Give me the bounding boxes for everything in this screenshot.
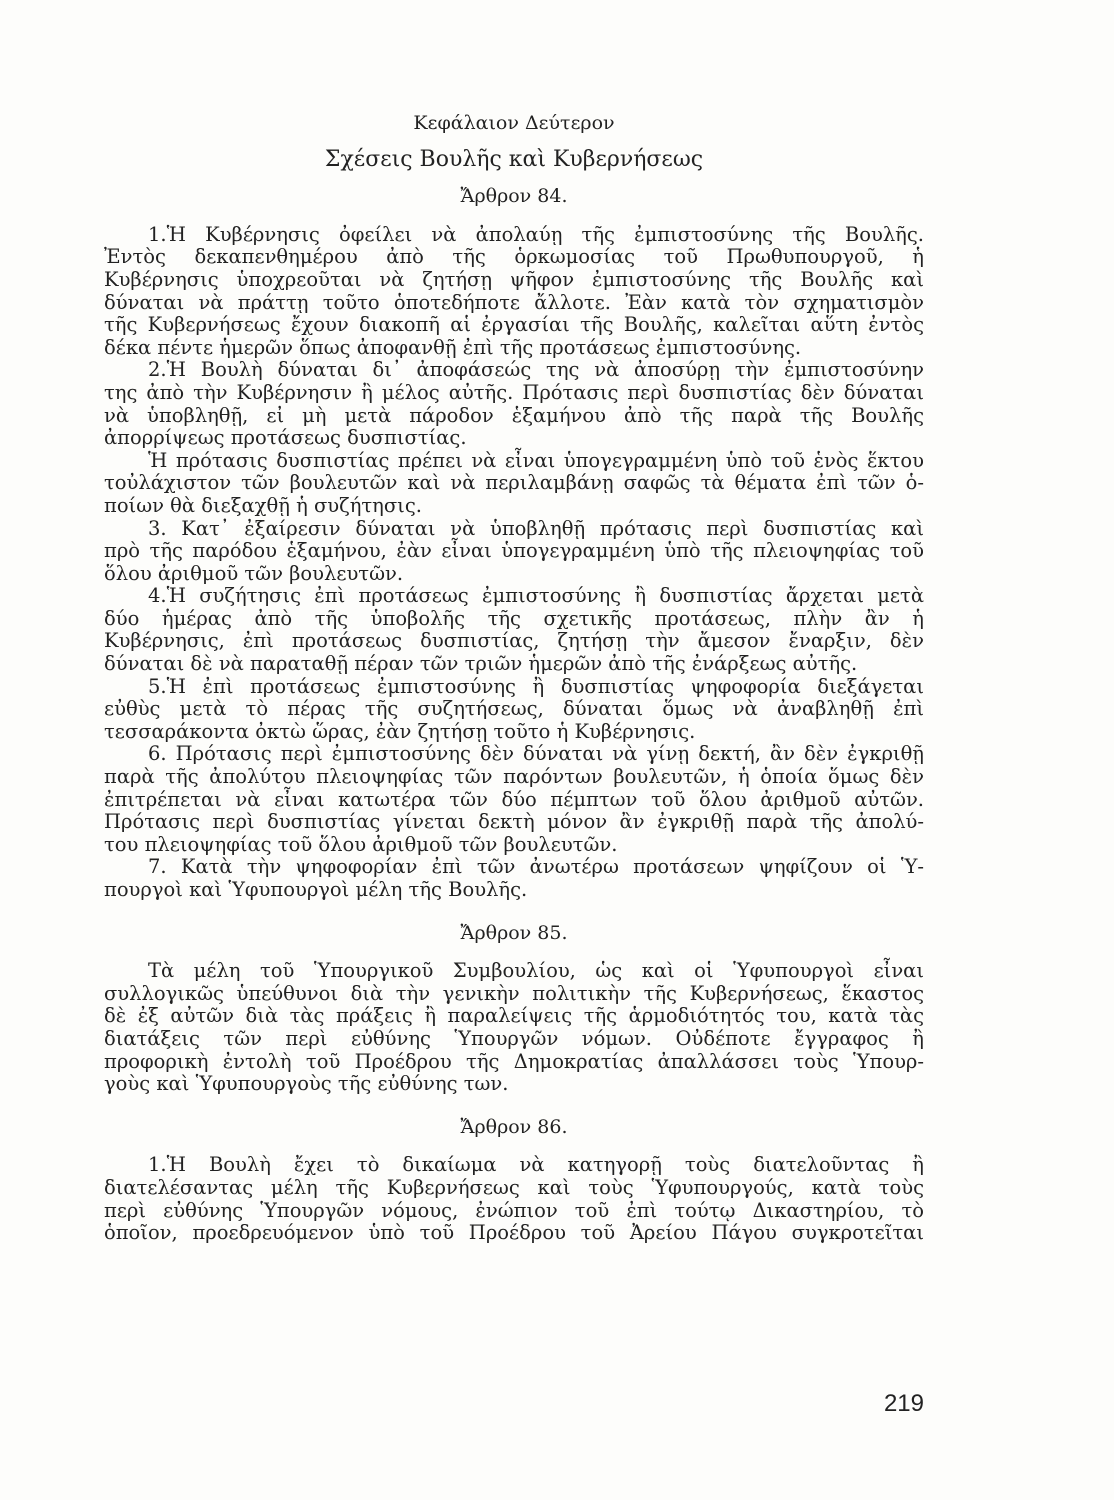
text-line: Πρότασις περὶ δυσπιστίας γίνεται δεκτὴ μόνον ἂν ἐγκριθῇ παρὰ τῆς ἀπολύ- xyxy=(104,810,924,834)
article-84-paragraph-2 xyxy=(104,359,924,449)
text-line: τεσσαράκοντα ὀκτὼ ὥρας, ἐὰν ζητήσῃ τοῦτο ἡ Κυβέρνησις. xyxy=(104,719,696,743)
article-86-paragraph-1 xyxy=(104,1154,924,1244)
text-line: προφορικὴ ἐντολὴ τοῦ Προέδρου τῆς Δημοκρατίας ἀπαλλάσσει τοὺς Ὑπουρ- xyxy=(104,1049,924,1073)
article-84-paragraph-6 xyxy=(104,743,924,856)
text-line: πρὸ τῆς παρόδου ἑξαμήνου, ἐὰν εἶναι ὑπογεγραμμένη ὑπὸ τῆς πλειοψηφίας τοῦ xyxy=(104,539,924,563)
text-line: Κυβέρνησις ὑποχρεοῦται νὰ ζητήσῃ ψῆφον ἐμπιστοσύνης τῆς Βουλῆς καὶ xyxy=(104,267,924,291)
page-number: 219 xyxy=(883,1390,924,1417)
text-line: της ἀπὸ τὴν Κυβέρνησιν ἢ μέλος αὐτῆς. Πρότασις περὶ δυσπιστίας δὲν δύναται xyxy=(104,380,924,404)
article-86-heading: Ἄρθρον 86. xyxy=(460,1115,568,1138)
text-line: ἐπιτρέπεται νὰ εἶναι κατωτέρα τῶν δύο πέμπτων τοῦ ὅλου ἀριθμοῦ αὐτῶν. xyxy=(104,787,924,811)
text-line: Τὰ μέλη τοῦ Ὑπουργικοῦ Συμβουλίου, ὡς καὶ οἱ Ὑφυπουργοὶ εἶναι xyxy=(148,959,924,983)
text-line: 6. Πρότασις περὶ ἐμπιστοσύνης δὲν δύναται νὰ γίνῃ δεκτή, ἂν δὲν ἐγκριθῇ xyxy=(148,742,924,766)
text-line: τῆς Κυβερνήσεως ἔχουν διακοπῆ αἱ ἐργασίαι τῆς Βουλῆς, καλεῖται αὕτη ἐντὸς xyxy=(104,313,924,337)
article-84-heading: Ἄρθρον 84. xyxy=(460,185,568,208)
text-line: 4.Ἡ συζήτησις ἐπὶ προτάσεως ἐμπιστοσύνης ἢ δυσπιστίας ἄρχεται μετὰ xyxy=(148,584,924,608)
text-line: δὲ ἐξ αὐτῶν διὰ τὰς πράξεις ἢ παραλείψεις τῆς ἁρμοδιότητός του, κατὰ τὰς xyxy=(104,1004,924,1028)
text-line: Ἐντὸς δεκαπενθημέρου ἀπὸ τῆς ὁρκωμοσίας τοῦ Πρωθυπουργοῦ, ἡ xyxy=(104,245,924,269)
text-line: δύο ἡμέρας ἀπὸ τῆς ὑποβολῆς τῆς σχετικῆς προτάσεως, πλὴν ἂν ἡ xyxy=(104,606,924,630)
chapter-subtitle: Σχέσεις Βουλῆς καὶ Κυβερνήσεως xyxy=(324,146,704,172)
article-84-paragraph-7 xyxy=(104,856,924,901)
text-line: 2.Ἡ Βουλὴ δύναται δι᾽ ἀποφάσεώς της νὰ ἀποσύρῃ τὴν ἐμπιστοσύνην xyxy=(148,358,924,382)
text-line: 1.Ἡ Κυβέρνησις ὀφείλει νὰ ἀπολαύῃ τῆς ἐμπιστοσύνης τῆς Βουλῆς. xyxy=(148,222,924,246)
text-line: του πλειοψηφίας τοῦ ὅλου ἀριθμοῦ τῶν βουλευτῶν. xyxy=(104,832,618,856)
text-line: νὰ ὑποβληθῇ, εἰ μὴ μετὰ πάροδον ἑξαμήνου ἀπὸ τῆς παρὰ τῆς Βουλῆς xyxy=(104,403,924,427)
text-line: ποίων θὰ διεξαχθῇ ἡ συζήτησις. xyxy=(104,493,422,517)
text-line: 3. Κατ᾽ ἐξαίρεσιν δύναται νὰ ὑποβληθῇ πρότασις περὶ δυσπιστίας καὶ xyxy=(148,516,924,540)
article-85-paragraph-1 xyxy=(104,960,924,1096)
text-line: παρὰ τῆς ἀπολύτου πλειοψηφίας τῶν παρόντων βουλευτῶν, ἡ ὁποία ὅμως δὲν xyxy=(104,765,924,789)
text-line: διατάξεις τῶν περὶ εὐθύνης Ὑπουργῶν νόμων. Οὐδέποτε ἔγγραφος ἢ xyxy=(104,1026,924,1050)
document-body xyxy=(104,112,924,1245)
text-line: περὶ εὐθύνης Ὑπουργῶν νόμους, ἐνώπιον τοῦ ἐπὶ τούτῳ Δικαστηρίου, τὸ xyxy=(104,1198,924,1222)
article-85-heading: Ἄρθρον 85. xyxy=(460,921,568,944)
text-line: γοὺς καὶ Ὑφυπουργοὺς τῆς εὐθύνης των. xyxy=(104,1072,509,1096)
article-84-paragraph-2b xyxy=(104,450,924,518)
spacer xyxy=(104,1096,924,1106)
text-line: 5.Ἡ ἐπὶ προτάσεως ἐμπιστοσύνης ἢ δυσπιστίας ψηφοφορία διεξάγεται xyxy=(148,674,924,698)
text-line: συλλογικῶς ὑπεύθυνοι διὰ τὴν γενικὴν πολιτικὴν τῆς Κυβερνήσεως, ἕκαστος xyxy=(104,981,924,1005)
article-84-paragraph-4 xyxy=(104,585,924,675)
text-line: Κυβέρνησις, ἐπὶ προτάσεως δυσπιστίας, ζητήσῃ τὴν ἄμεσον ἔναρξιν, δὲν xyxy=(104,629,924,653)
article-84-paragraph-5 xyxy=(104,676,924,744)
chapter-title: Κεφάλαιον Δεύτερον xyxy=(413,112,615,134)
text-line: ὁποῖον, προεδρευόμενον ὑπὸ τοῦ Προέδρου τοῦ Ἀρείου Πάγου συγκροτεῖται xyxy=(104,1221,924,1245)
text-line: εὐθὺς μετὰ τὸ πέρας τῆς συζητήσεως, δύναται ὅμως νὰ ἀναβληθῇ ἐπὶ xyxy=(104,697,924,721)
text-line: δέκα πέντε ἡμερῶν ὅπως ἀποφανθῇ ἐπὶ τῆς προτάσεως ἐμπιστοσύνης. xyxy=(104,335,802,359)
text-line: διατελέσαντας μέλη τῆς Κυβερνήσεως καὶ τοὺς Ὑφυπουργούς, κατὰ τοὺς xyxy=(104,1175,924,1199)
spacer xyxy=(104,902,924,912)
text-line: 7. Κατὰ τὴν ψηφοφορίαν ἐπὶ τῶν ἀνωτέρω προτάσεων ψηφίζουν οἱ Ὑ- xyxy=(148,855,924,879)
article-84-paragraph-1 xyxy=(104,224,924,360)
text-line: πουργοὶ καὶ Ὑφυπουργοὶ μέλη τῆς Βουλῆς. xyxy=(104,878,528,901)
text-line: Ἡ πρότασις δυσπιστίας πρέπει νὰ εἶναι ὑπογεγραμμένη ὑπὸ τοῦ ἑνὸς ἕκτου xyxy=(148,448,924,472)
text-line: δύναται δὲ νὰ παραταθῇ πέραν τῶν τριῶν ἡμερῶν ἀπὸ τῆς ἐνάρξεως αὐτῆς. xyxy=(104,652,858,676)
text-line: δύναται νὰ πράττῃ τοῦτο ὁποτεδήποτε ἄλλοτε. Ἐὰν κατὰ τὸν σχηματισμὸν xyxy=(104,290,924,314)
text-line: ὅλου ἀριθμοῦ τῶν βουλευτῶν. xyxy=(104,561,404,585)
text-line: τοὐλάχιστον τῶν βουλευτῶν καὶ νὰ περιλαμβάνῃ σαφῶς τὰ θέματα ἐπὶ τῶν ὁ- xyxy=(104,471,924,495)
text-line: ἀπορρίψεως προτάσεως δυσπιστίας. xyxy=(104,426,467,450)
text-line: 1.Ἡ Βουλὴ ἔχει τὸ δικαίωμα νὰ κατηγορῇ τοὺς διατελοῦντας ἢ xyxy=(148,1153,924,1177)
article-84-paragraph-3 xyxy=(104,518,924,586)
